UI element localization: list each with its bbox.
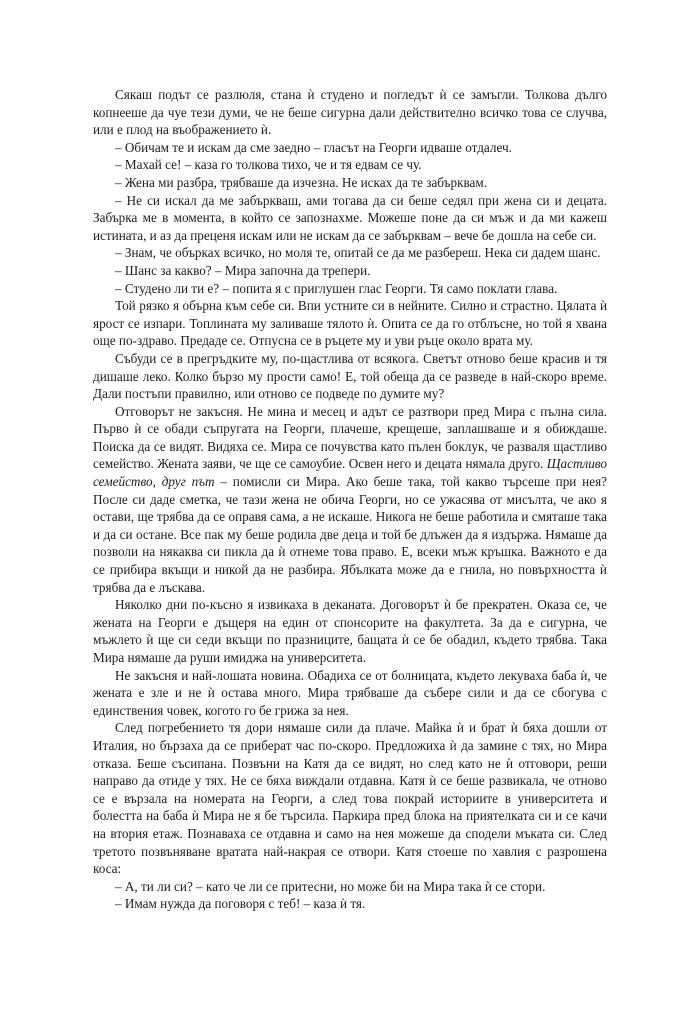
text-run: – Шанс за какво? – Мира започна да трепери. — [115, 262, 371, 278]
text-run: – Студено ли ти е? – попита я с приглушен глас Георги. Тя само поклати глава. — [115, 280, 558, 296]
paragraph — [93, 174, 607, 192]
paragraph — [93, 878, 607, 896]
text-run: Сякаш подът се разлюля, стана ѝ студено и погледът ѝ се замъгли. Толкова дълго копнееше да чуе тези думи, че не беше сигурна дали действително всичко това се случва, или е плод на въображението ѝ. — [93, 87, 607, 138]
paragraph — [93, 139, 607, 157]
text-run: Той рязко я обърна към себе си. Впи устните си в нейните. Силно и страстно. Цялата ѝ ярост се изпари. Топлината му заливаше тялото ѝ. Опита се да го отблъсне, но той я хвана още по-здраво. Предаде се. Отпусна се в ръцете му и уви ръце около врата му. — [93, 298, 607, 349]
text-run: Събуди се в прегръдките му, по-щастлива от всякога. Светът отново беше красив и тя дишаше леко. Колко бързо му прости само! Е, той обеща да се разведе в най-скоро време. Дали постъпи правилно, или отново се подведе по думите му? — [93, 350, 607, 402]
paragraph — [93, 403, 607, 597]
text-run: – Обичам те и искам да сме заедно – гласът на Георги идваше отдалеч. — [115, 139, 512, 155]
text-run: – Не си искал да ме забъркваш, ами тогава да си беше седял при жена си и децата. Забърка ме в момента, в който се запознахме. Можеше поне да си мъж и да ми кажеш истината, и аз да преценя искам или не искам да се забърквам – вече бе дошла на себе си. — [93, 192, 607, 243]
paragraph — [93, 244, 607, 262]
page-text — [93, 86, 607, 913]
text-run: – Имам нужда да поговоря с теб! – каза ѝ тя. — [115, 896, 366, 912]
text-run: Няколко дни по-късно я извикаха в деканата. Договорът ѝ бе прекратен. Оказа се, че жената на Георги е дъщеря на един от спонсорите на факултета. За да е сигурна, че мъжлето ѝ ще си седи вкъщи по празниците, бащата ѝ се бе обадил, където трябва. Така Мира нямаше да руши имиджа на университета. — [93, 597, 607, 665]
text-run: – А, ти ли си? – като че ли се притесни, но може би на Мира така ѝ се стори. — [115, 878, 546, 894]
italic-text: Щастливо семейство, друг път — [93, 456, 607, 490]
text-run: – помисли си Мира. Ако беше така, той какво търсеше при нея? После си даде сметка, че тази жена не обича Георги, но се ужасява от мисълта, че ако я остави, ще трябва да се оправя сама, а не искаше. Никога не беше работила и смяташе така и да си остане. Все пак му беше родила две деца и той бе длъжен да я издържа. Нямаше да позволи на някаква си пикла да ѝ отнеме това право. Е, всеки мъж кръшка. Важното е да се прибира вкъщи и никой да не разбира. Ябълката може да е гнила, но повърхността ѝ трябва да е лъскава. — [93, 474, 607, 595]
text-run: Не закъсня и най-лошата новина. Обадиха се от болницата, където лекуваха баба ѝ, че жената е зле и не ѝ остава много. Мира трябваше да събере сили и да се сбогува с единствения човек, когото го бе грижа за нея. — [93, 667, 607, 718]
text-run: След погребението тя дори нямаше сили да плаче. Майка ѝ и брат ѝ бяха дошли от Италия, но бързаха да се приберат час по-скоро. Предложиха ѝ да замине с тях, но Мира отказа. Беше съсипана. Позвъни на Катя да се видят, но след като не ѝ отговори, реши направо да отиде у тях. Не се бяха виждали отдавна. Катя ѝ се беше развикала, че отново се е вързала на номерата на Георги, а след това покрай историите в университета и болестта на баба ѝ Мира не я бе търсила. Паркира пред блока на приятелката си и се качи на втория етаж. Познаваха се отдавна и само на нея можеше да сподели мъката си. След третото позвъняване вратата най-накрая се отвори. Катя стоеше по хавлия с разрошена коса: — [93, 720, 607, 877]
text-run: Отговорът не закъсня. Не мина и месец и адът се разтвори пред Мира с пълна сила. Първо ѝ се обади съпругата на Георги, плачеше, крещеше, заплашваше и я обиждаше. Поиска да се видят. Видяха се. Мира се почувства като пълен боклук, че разваля щастливо семейство. Жената заяви, че ще се самоубие. Освен него и децата нямала друго. — [93, 403, 607, 472]
paragraph — [93, 719, 607, 877]
paragraph — [93, 262, 607, 280]
paragraph — [93, 86, 607, 139]
text-run: – Жена ми разбра, трябваше да изчезна. Не исках да те забърквам. — [115, 174, 488, 190]
paragraph — [93, 280, 607, 298]
paragraph — [93, 350, 607, 403]
paragraph — [93, 297, 607, 350]
paragraph — [93, 192, 607, 245]
text-run: – Знам, че обърках всичко, но моля те, опитай се да ме разбереш. Нека си дадем шанс. — [115, 245, 601, 261]
text-run: – Махай се! – каза го толкова тихо, че и тя едвам се чу. — [115, 157, 422, 173]
paragraph — [93, 895, 607, 913]
paragraph — [93, 596, 607, 666]
paragraph — [93, 667, 607, 720]
paragraph — [93, 156, 607, 174]
